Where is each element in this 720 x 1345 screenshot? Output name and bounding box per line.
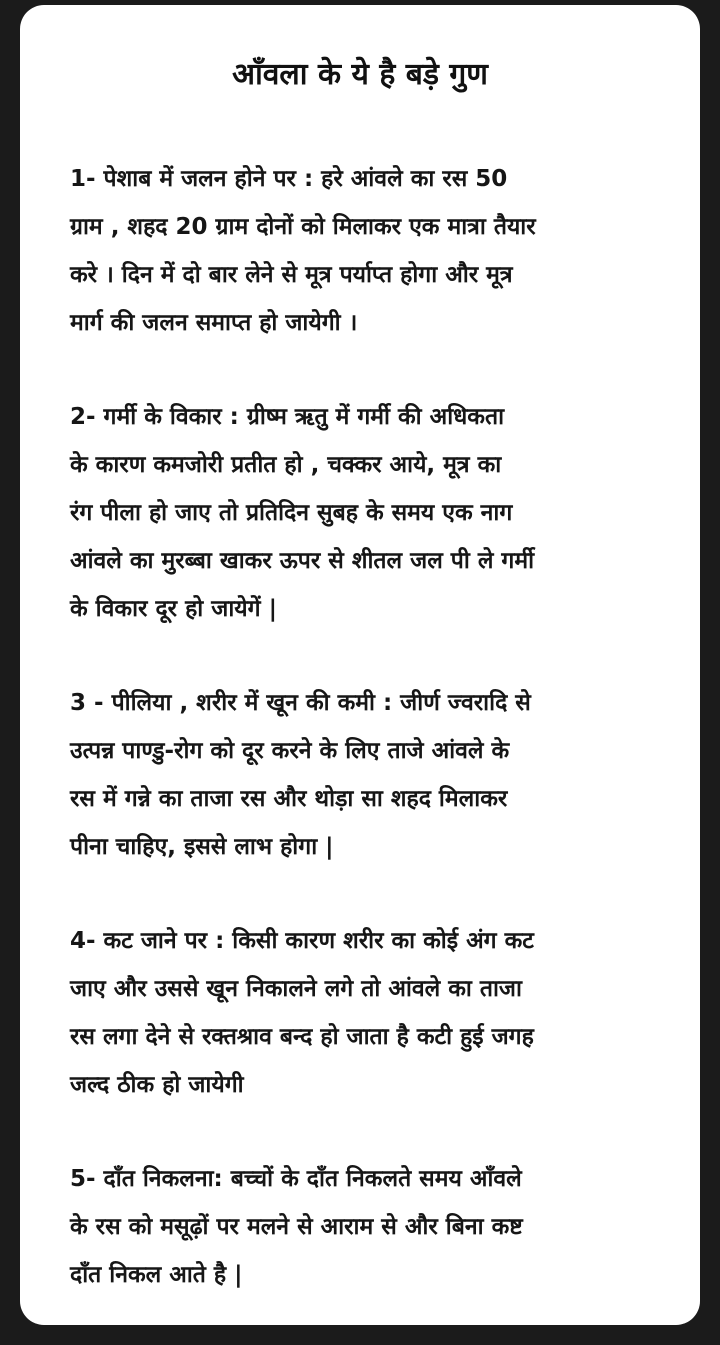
point-2-line-2: के कारण कमजोरी प्रतीत हो , चक्कर आये, मूत्र का	[70, 452, 502, 478]
document-card	[20, 5, 700, 1325]
document-body	[70, 155, 650, 1345]
point-5-line-2: के रस को मसूढ़ों पर मलने से आराम से और बिना कष्ट	[70, 1214, 523, 1240]
point-4-line-4: जल्द ठीक हो जायेगी	[70, 1072, 244, 1098]
document-title: आँवला के ये है बड़े गुण	[232, 57, 488, 92]
point-3-line-4: पीना चाहिए, इससे लाभ होगा |	[70, 834, 334, 860]
point-5-line-1: 5- दाँत निकलना: बच्चों के दाँत निकलते समय आँवले	[70, 1166, 522, 1192]
point-5	[70, 1155, 650, 1299]
point-2-line-3: रंग पीला हो जाए तो प्रतिदिन सुबह के समय एक नाग	[70, 500, 513, 526]
point-3-line-1: 3 - पीलिया , शरीर में खून की कमी : जीर्ण ज्वरादि से	[70, 690, 531, 716]
point-2	[70, 393, 650, 633]
point-3	[70, 679, 650, 871]
point-4-line-1: 4- कट जाने पर : किसी कारण शरीर का कोई अंग कट	[70, 928, 534, 954]
point-2-line-1: 2- गर्मी के विकार : ग्रीष्म ऋतु में गर्मी की अधिकता	[70, 404, 505, 430]
point-4-line-3: रस लगा देने से रक्तश्राव बन्द हो जाता है कटी हुई जगह	[70, 1024, 534, 1050]
point-1-line-1: 1- पेशाब में जलन होने पर : हरे आंवले का रस 50	[70, 166, 508, 192]
point-3-line-2: उत्पन्न पाण्डु-रोग को दूर करने के लिए ताजे आंवले के	[70, 738, 510, 764]
point-3-line-3: रस में गन्ने का ताजा रस और थोड़ा सा शहद मिलाकर	[70, 786, 508, 812]
point-4	[70, 917, 650, 1109]
point-5-line-3: दाँत निकल आते है |	[70, 1262, 243, 1288]
point-1-line-3: करे । दिन में दो बार लेने से मूत्र पर्याप्त होगा और मूत्र	[70, 262, 513, 288]
point-2-line-5: के विकार दूर हो जायेगें |	[70, 596, 277, 622]
point-1-line-4: मार्ग की जलन समाप्त हो जायेगी ।	[70, 310, 358, 336]
point-2-line-4: आंवले का मुरब्बा खाकर ऊपर से शीतल जल पी ले गर्मी	[70, 548, 535, 574]
point-4-line-2: जाए और उससे खून निकालने लगे तो आंवले का ताजा	[70, 976, 522, 1002]
point-1-line-2: ग्राम , शहद 20 ग्राम दोनों को मिलाकर एक मात्रा तैयार	[70, 214, 536, 240]
point-1	[70, 155, 650, 347]
